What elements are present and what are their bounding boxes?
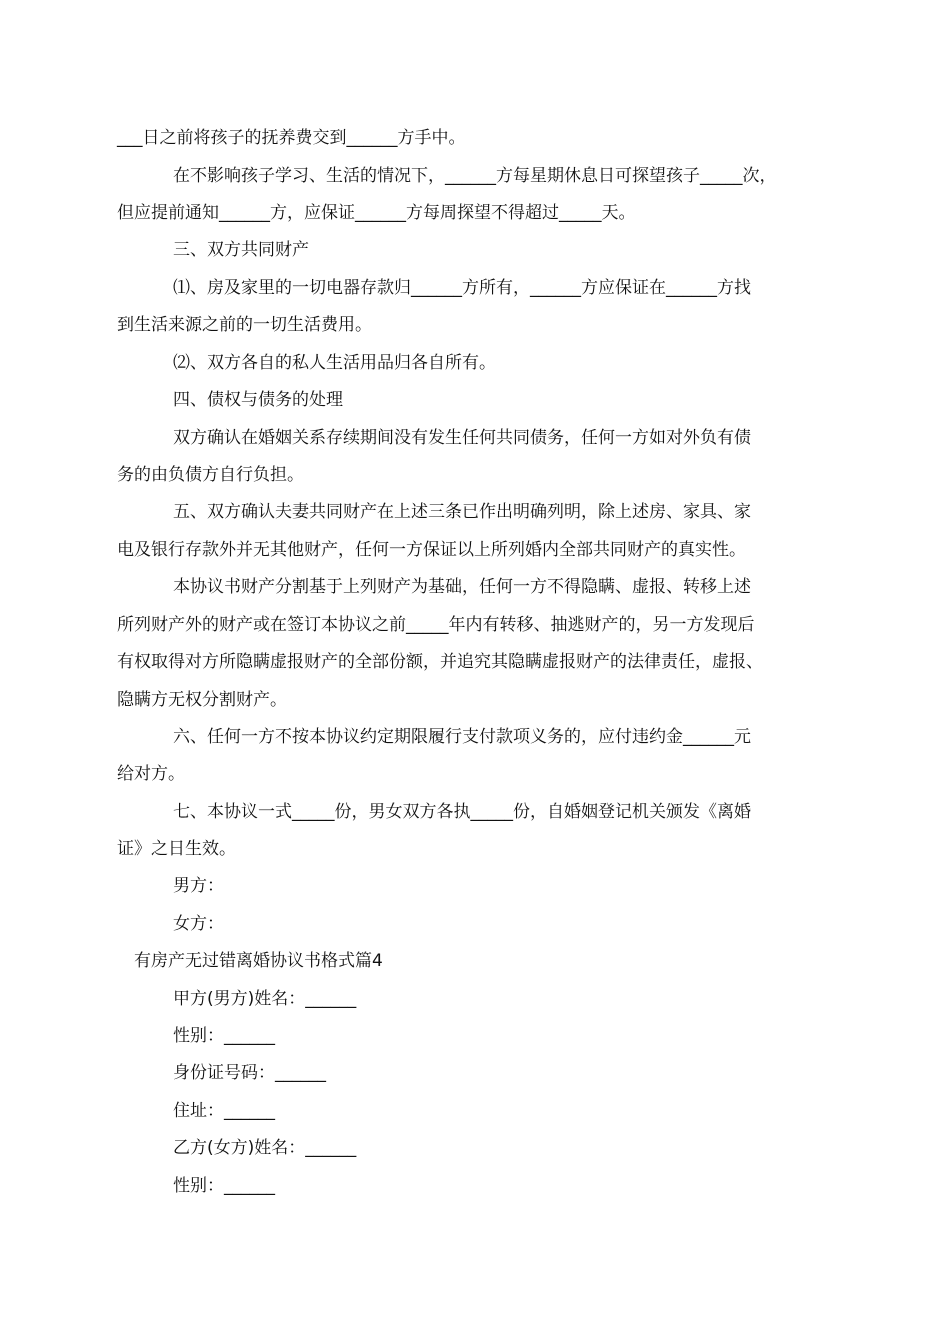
paragraph-line: 所列财产外的财产或在签订本协议之前_____年内有转移、抽逃财产的，另一方发现后 xyxy=(117,615,755,635)
form-field-line: 身份证号码：______ xyxy=(173,1063,326,1083)
paragraph-line: 务的由负债方自行负担。 xyxy=(117,465,304,485)
document-title: 有房产无过错离婚协议书格式篇4 xyxy=(134,951,383,971)
paragraph-line: 给对方。 xyxy=(117,764,185,784)
paragraph-line: ⑴、房及家里的一切电器存款归______方所有，______方应保证在______方找 xyxy=(173,278,751,298)
paragraph-line: ⑵、双方各自的私人生活用品归各自所有。 xyxy=(173,353,496,373)
form-field-line: 性别：______ xyxy=(173,1026,275,1046)
form-field-line: 住址：______ xyxy=(173,1101,275,1121)
paragraph-line: 五、双方确认夫妻共同财产在上述三条已作出明确列明，除上述房、家具、家 xyxy=(173,502,751,522)
paragraph-line: 到生活来源之前的一切生活费用。 xyxy=(117,315,372,335)
form-field-line: 性别：______ xyxy=(173,1176,275,1196)
paragraph-line: 证》之日生效。 xyxy=(117,839,236,859)
section-heading: 三、双方共同财产 xyxy=(173,240,309,260)
paragraph-line: 隐瞒方无权分割财产。 xyxy=(117,690,287,710)
section-heading: 四、债权与债务的处理 xyxy=(173,390,343,410)
signature-female-label: 女方： xyxy=(173,914,224,934)
form-field-line: 乙方(女方)姓名：______ xyxy=(173,1138,357,1158)
paragraph-line: 七、本协议一式_____份，男女双方各执_____份，自婚姻登记机关颁发《离婚 xyxy=(173,802,751,822)
form-field-line: 甲方(男方)姓名：______ xyxy=(173,989,357,1009)
paragraph-line: 六、任何一方不按本协议约定期限履行支付款项义务的，应付违约金______元 xyxy=(173,727,751,747)
signature-male-label: 男方： xyxy=(173,876,224,896)
paragraph-line: 但应提前通知______方，应保证______方每周探望不得超过_____天。 xyxy=(117,203,636,223)
paragraph-line: 有权取得对方所隐瞒虚报财产的全部份额，并追究其隐瞒虚报财产的法律责任，虚报、 xyxy=(117,652,763,672)
paragraph-line: 双方确认在婚姻关系存续期间没有发生任何共同债务，任何一方如对外负有债 xyxy=(173,428,751,448)
paragraph-line: 在不影响孩子学习、生活的情况下，______方每星期休息日可探望孩子_____次， xyxy=(173,166,777,186)
paragraph-line: ___日之前将孩子的抚养费交到______方手中。 xyxy=(117,128,466,148)
paragraph-line: 本协议书财产分割基于上列财产为基础，任何一方不得隐瞒、虚报、转移上述 xyxy=(173,577,751,597)
paragraph-line: 电及银行存款外并无其他财产，任何一方保证以上所列婚内全部共同财产的真实性。 xyxy=(117,540,746,560)
